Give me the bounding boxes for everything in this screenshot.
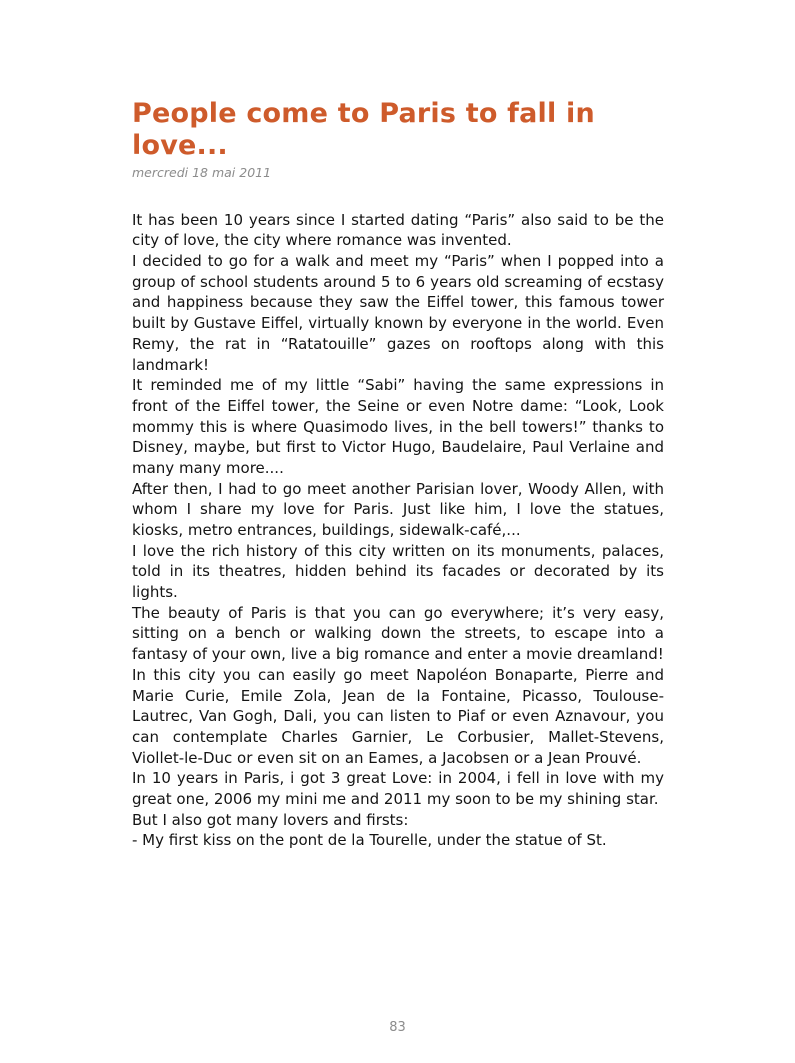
body-paragraph: The beauty of Paris is that you can go everywhere; it’s very easy, sitting on a bench or walking down the streets, to escape into a fantasy of your own, live a big romance and enter a movie dreamland! bbox=[132, 603, 664, 664]
body-paragraph: I love the rich history of this city written on its monuments, palaces, told in its theatres, hidden behind its facades or decorated by its lights. bbox=[132, 541, 664, 602]
body-paragraph: It has been 10 years since I started dating “Paris” also said to be the city of love, the city where romance was invented. bbox=[132, 210, 664, 250]
body-paragraph: In 10 years in Paris, i got 3 great Love: in 2004, i fell in love with my great one, 2006 my mini me and 2011 my soon to be my shining star. bbox=[132, 769, 664, 808]
page-number: 83 bbox=[389, 1020, 406, 1035]
body-paragraph: But I also got many lovers and firsts: bbox=[132, 810, 409, 829]
post-date: mercredi 18 mai 2011 bbox=[132, 164, 272, 180]
post-content bbox=[132, 98, 664, 851]
body-paragraph: I decided to go for a walk and meet my “Paris” when I popped into a group of school students around 5 to 6 years old screaming of ecstasy and happiness because they saw the Eiffel tower, this famous tower built by Gustave Eiffel, virtually known by everyone in the world. Even Remy, the rat in “Ratatouille” gazes on rooftops along with this landmark! bbox=[132, 252, 664, 374]
body-paragraph: - My first kiss on the pont de la Tourelle, under the statue of St. bbox=[132, 831, 607, 850]
body-paragraph: In this city you can easily go meet Napoléon Bonaparte, Pierre and Marie Curie, Emile Zola, Jean de la Fontaine, Picasso, Toulouse-Lautrec, Van Gogh, Dali, you can listen to Piaf or even Aznavour, you can contemplate Charles Garnier, Le Corbusier, Mallet-Stevens, Viollet-le-Duc or even sit on an Eames, a Jacobsen or a Jean Prouvé. bbox=[132, 665, 664, 767]
body-paragraph: It reminded me of my little “Sabi” having the same expressions in front of the Eiffel tower, the Seine or even Notre dame: “Look, Look mommy this is where Quasimodo lives, in the bell towers!” thanks to Disney, maybe, but first to Victor Hugo, Baudelaire, Paul Verlaine and many many more.... bbox=[132, 376, 664, 477]
body-paragraph: After then, I had to go meet another Parisian lover, Woody Allen, with whom I share my love for Paris. Just like him, I love the statues, kiosks, metro entrances, buildings, sidewalk-café,... bbox=[132, 479, 664, 540]
post-title: People come to Paris to fall in love... bbox=[132, 98, 595, 161]
post-body bbox=[132, 210, 664, 851]
